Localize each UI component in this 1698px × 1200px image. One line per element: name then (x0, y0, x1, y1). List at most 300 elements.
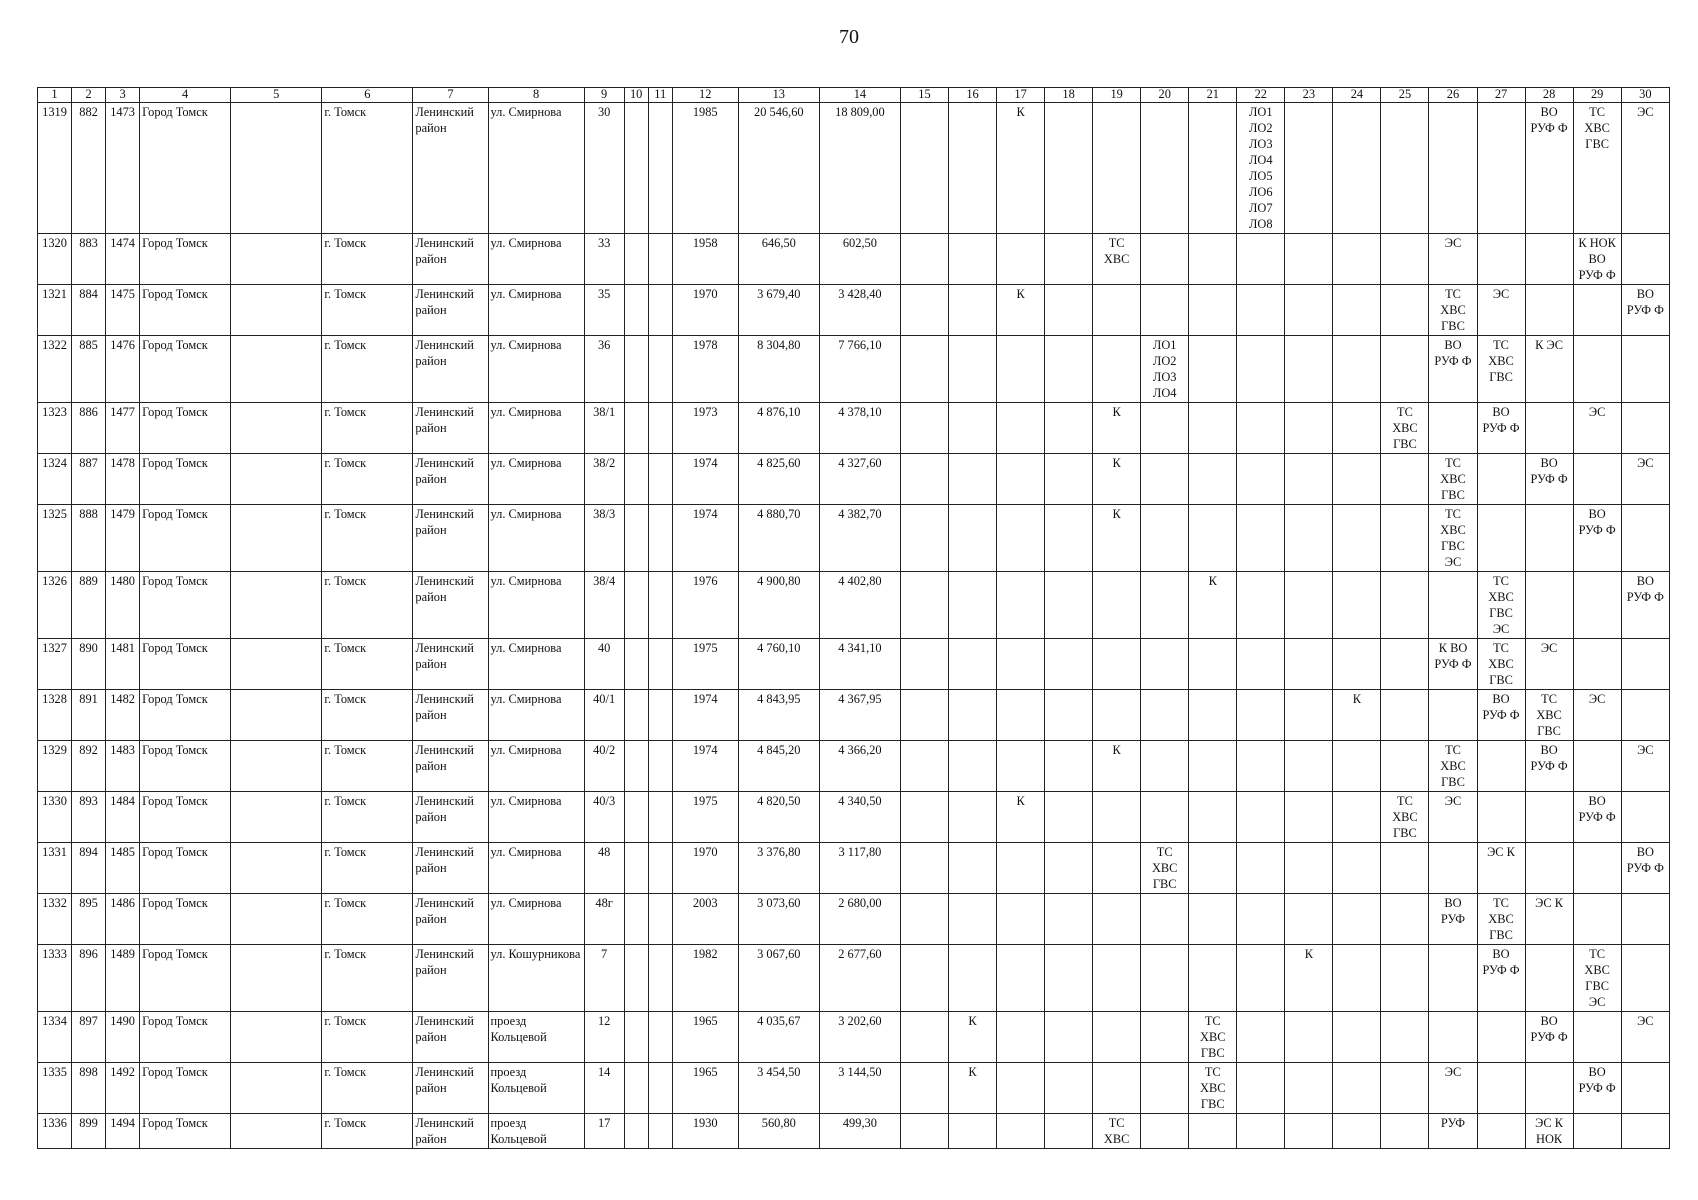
cell-col-30: ВО РУФ Ф (1621, 572, 1669, 639)
cell-col-25 (1381, 1114, 1429, 1149)
cell-col-28 (1525, 792, 1573, 843)
cell-col-19: К (1093, 505, 1141, 572)
cell-col-29 (1573, 1012, 1621, 1063)
cell-col-20 (1141, 741, 1189, 792)
cell-col-17: К (997, 103, 1045, 234)
cell-col-19: К (1093, 454, 1141, 505)
cell-col-30: ЭС (1621, 454, 1669, 505)
cell-col-28 (1525, 572, 1573, 639)
cell-col-20 (1141, 945, 1189, 1012)
cell-col-27: ТС ХВС ГВС ЭС (1477, 572, 1525, 639)
cell-col-21: ТС ХВС ГВС (1189, 1012, 1237, 1063)
cell-col-20 (1141, 894, 1189, 945)
cell-col-30 (1621, 336, 1669, 403)
cell-col-21 (1189, 403, 1237, 454)
cell-col-16 (949, 454, 997, 505)
cell-object-number: 1494 (106, 1114, 140, 1149)
cell-object-number: 1492 (106, 1063, 140, 1114)
cell-col-10 (624, 843, 648, 894)
cell-col-28: ВО РУФ Ф (1525, 454, 1573, 505)
cell-col-23 (1285, 336, 1333, 403)
cell-total-area: 646,50 (738, 234, 819, 285)
cell-year-built: 1970 (672, 843, 738, 894)
cell-district: Ленинский район (413, 234, 488, 285)
cell-living-area: 3 202,60 (819, 1012, 900, 1063)
cell-col-15 (900, 1012, 948, 1063)
cell-col-30 (1621, 234, 1669, 285)
table-row (38, 1063, 1670, 1114)
cell-living-area: 18 809,00 (819, 103, 900, 234)
cell-col-18 (1045, 403, 1093, 454)
cell-col-27 (1477, 792, 1525, 843)
cell-reg-number: 1327 (38, 639, 72, 690)
cell-municipality: Город Томск (140, 894, 231, 945)
cell-col-29: ЭС (1573, 690, 1621, 741)
cell-col-26: ВО РУФ (1429, 894, 1477, 945)
cell-col-24 (1333, 285, 1381, 336)
cell-col-16 (949, 572, 997, 639)
cell-year-built: 1974 (672, 690, 738, 741)
column-header-1: 1 (38, 88, 72, 103)
cell-col-22 (1237, 741, 1285, 792)
cell-col-25 (1381, 103, 1429, 234)
cell-house-number: 12 (584, 1012, 624, 1063)
cell-col-11 (648, 285, 672, 336)
cell-total-area: 4 760,10 (738, 639, 819, 690)
column-header-22: 22 (1237, 88, 1285, 103)
cell-living-area: 4 378,10 (819, 403, 900, 454)
cell-col-24 (1333, 639, 1381, 690)
column-header-6: 6 (322, 88, 413, 103)
cell-col-18 (1045, 454, 1093, 505)
cell-total-area: 3 376,80 (738, 843, 819, 894)
cell-year-built: 1930 (672, 1114, 738, 1149)
cell-col-19: ТС ХВС (1093, 1114, 1141, 1149)
cell-house-number: 40/1 (584, 690, 624, 741)
cell-col-16: К (949, 1063, 997, 1114)
cell-col-17 (997, 505, 1045, 572)
cell-living-area: 4 340,50 (819, 792, 900, 843)
column-header-30: 30 (1621, 88, 1669, 103)
cell-col-18 (1045, 894, 1093, 945)
cell-col-27: ВО РУФ Ф (1477, 690, 1525, 741)
cell-col-10 (624, 639, 648, 690)
cell-col-18 (1045, 741, 1093, 792)
cell-col-30 (1621, 792, 1669, 843)
cell-col-5 (231, 945, 322, 1012)
cell-seq-number: 884 (72, 285, 106, 336)
cell-district: Ленинский район (413, 103, 488, 234)
cell-col-23 (1285, 505, 1333, 572)
cell-col-25 (1381, 894, 1429, 945)
cell-col-29 (1573, 336, 1621, 403)
column-header-24: 24 (1333, 88, 1381, 103)
cell-municipality: Город Томск (140, 690, 231, 741)
cell-settlement: г. Томск (322, 843, 413, 894)
cell-col-25 (1381, 505, 1429, 572)
cell-col-11 (648, 1063, 672, 1114)
cell-col-21 (1189, 1114, 1237, 1149)
cell-total-area: 3 073,60 (738, 894, 819, 945)
cell-col-30: ЭС (1621, 1012, 1669, 1063)
cell-living-area: 4 366,20 (819, 741, 900, 792)
cell-col-17 (997, 741, 1045, 792)
cell-district: Ленинский район (413, 894, 488, 945)
cell-living-area: 4 341,10 (819, 639, 900, 690)
cell-district: Ленинский район (413, 403, 488, 454)
cell-col-26: ЭС (1429, 792, 1477, 843)
cell-total-area: 4 825,60 (738, 454, 819, 505)
cell-settlement: г. Томск (322, 505, 413, 572)
cell-col-25 (1381, 336, 1429, 403)
cell-col-21 (1189, 945, 1237, 1012)
cell-col-24 (1333, 792, 1381, 843)
cell-col-30 (1621, 1114, 1669, 1149)
cell-col-22 (1237, 572, 1285, 639)
column-header-26: 26 (1429, 88, 1477, 103)
column-header-2: 2 (72, 88, 106, 103)
cell-col-16 (949, 505, 997, 572)
cell-seq-number: 886 (72, 403, 106, 454)
cell-col-29 (1573, 1114, 1621, 1149)
table-row (38, 639, 1670, 690)
cell-total-area: 4 876,10 (738, 403, 819, 454)
cell-year-built: 1974 (672, 505, 738, 572)
cell-col-22 (1237, 792, 1285, 843)
cell-col-15 (900, 403, 948, 454)
cell-col-18 (1045, 572, 1093, 639)
cell-col-5 (231, 843, 322, 894)
cell-district: Ленинский район (413, 1114, 488, 1149)
cell-col-26 (1429, 1012, 1477, 1063)
cell-col-19 (1093, 792, 1141, 843)
column-header-14: 14 (819, 88, 900, 103)
cell-col-11 (648, 792, 672, 843)
cell-street: ул. Смирнова (488, 639, 584, 690)
cell-district: Ленинский район (413, 792, 488, 843)
cell-col-17: К (997, 285, 1045, 336)
cell-district: Ленинский район (413, 1063, 488, 1114)
cell-col-5 (231, 234, 322, 285)
cell-object-number: 1476 (106, 336, 140, 403)
cell-total-area: 3 679,40 (738, 285, 819, 336)
cell-col-15 (900, 234, 948, 285)
cell-total-area: 4 035,67 (738, 1012, 819, 1063)
cell-street: ул. Смирнова (488, 572, 584, 639)
cell-district: Ленинский район (413, 454, 488, 505)
cell-col-25 (1381, 1063, 1429, 1114)
cell-col-15 (900, 945, 948, 1012)
cell-col-11 (648, 945, 672, 1012)
cell-reg-number: 1326 (38, 572, 72, 639)
cell-col-5 (231, 639, 322, 690)
cell-col-24 (1333, 1063, 1381, 1114)
cell-col-30 (1621, 690, 1669, 741)
cell-col-29: К НОК ВО РУФ Ф (1573, 234, 1621, 285)
cell-col-30: ВО РУФ Ф (1621, 285, 1669, 336)
column-header-4: 4 (140, 88, 231, 103)
cell-year-built: 1973 (672, 403, 738, 454)
cell-col-26: ТС ХВС ГВС (1429, 285, 1477, 336)
cell-reg-number: 1319 (38, 103, 72, 234)
cell-col-24 (1333, 894, 1381, 945)
cell-house-number: 38/1 (584, 403, 624, 454)
cell-object-number: 1484 (106, 792, 140, 843)
cell-col-17 (997, 894, 1045, 945)
cell-col-11 (648, 1012, 672, 1063)
cell-col-20 (1141, 1063, 1189, 1114)
cell-col-17 (997, 843, 1045, 894)
cell-col-26 (1429, 690, 1477, 741)
cell-settlement: г. Томск (322, 336, 413, 403)
cell-col-20 (1141, 234, 1189, 285)
column-header-7: 7 (413, 88, 488, 103)
cell-street: ул. Смирнова (488, 234, 584, 285)
cell-reg-number: 1322 (38, 336, 72, 403)
cell-col-16 (949, 945, 997, 1012)
cell-col-22 (1237, 639, 1285, 690)
column-header-28: 28 (1525, 88, 1573, 103)
cell-living-area: 602,50 (819, 234, 900, 285)
cell-district: Ленинский район (413, 336, 488, 403)
cell-col-10 (624, 894, 648, 945)
cell-col-15 (900, 285, 948, 336)
cell-col-29: ЭС (1573, 403, 1621, 454)
cell-col-19 (1093, 285, 1141, 336)
cell-col-17 (997, 639, 1045, 690)
cell-col-19 (1093, 894, 1141, 945)
cell-col-22 (1237, 1114, 1285, 1149)
cell-col-26: РУФ (1429, 1114, 1477, 1149)
cell-street: ул. Смирнова (488, 741, 584, 792)
cell-col-10 (624, 572, 648, 639)
table-row (38, 843, 1670, 894)
cell-street: проезд Кольцевой (488, 1063, 584, 1114)
cell-object-number: 1483 (106, 741, 140, 792)
cell-col-17 (997, 403, 1045, 454)
cell-col-25 (1381, 690, 1429, 741)
cell-col-21 (1189, 792, 1237, 843)
cell-living-area: 7 766,10 (819, 336, 900, 403)
cell-col-25 (1381, 945, 1429, 1012)
cell-col-24 (1333, 1012, 1381, 1063)
cell-col-23 (1285, 1012, 1333, 1063)
cell-col-17 (997, 336, 1045, 403)
cell-object-number: 1475 (106, 285, 140, 336)
cell-col-26 (1429, 103, 1477, 234)
cell-col-29 (1573, 894, 1621, 945)
cell-col-26: ЭС (1429, 1063, 1477, 1114)
cell-col-28 (1525, 945, 1573, 1012)
cell-col-23 (1285, 403, 1333, 454)
column-header-19: 19 (1093, 88, 1141, 103)
cell-object-number: 1490 (106, 1012, 140, 1063)
cell-col-16 (949, 403, 997, 454)
cell-col-10 (624, 1012, 648, 1063)
cell-living-area: 3 428,40 (819, 285, 900, 336)
table-row (38, 690, 1670, 741)
cell-col-20 (1141, 454, 1189, 505)
cell-municipality: Город Томск (140, 639, 231, 690)
cell-object-number: 1481 (106, 639, 140, 690)
cell-col-26 (1429, 572, 1477, 639)
cell-col-15 (900, 454, 948, 505)
cell-col-20 (1141, 1114, 1189, 1149)
cell-col-19 (1093, 843, 1141, 894)
cell-col-5 (231, 894, 322, 945)
cell-col-29 (1573, 741, 1621, 792)
cell-living-area: 499,30 (819, 1114, 900, 1149)
cell-col-18 (1045, 103, 1093, 234)
cell-col-21 (1189, 454, 1237, 505)
cell-settlement: г. Томск (322, 454, 413, 505)
cell-reg-number: 1329 (38, 741, 72, 792)
cell-municipality: Город Томск (140, 792, 231, 843)
column-header-23: 23 (1285, 88, 1333, 103)
cell-col-28: ЭС К НОК (1525, 1114, 1573, 1149)
cell-seq-number: 883 (72, 234, 106, 285)
cell-col-22 (1237, 234, 1285, 285)
cell-col-16 (949, 336, 997, 403)
column-header-13: 13 (738, 88, 819, 103)
cell-col-19 (1093, 1012, 1141, 1063)
cell-col-10 (624, 103, 648, 234)
cell-col-11 (648, 741, 672, 792)
cell-col-28: К ЭС (1525, 336, 1573, 403)
cell-col-17 (997, 945, 1045, 1012)
cell-col-27: ТС ХВС ГВС (1477, 336, 1525, 403)
cell-object-number: 1482 (106, 690, 140, 741)
cell-col-10 (624, 336, 648, 403)
cell-total-area: 4 820,50 (738, 792, 819, 843)
column-header-18: 18 (1045, 88, 1093, 103)
cell-seq-number: 895 (72, 894, 106, 945)
column-header-29: 29 (1573, 88, 1621, 103)
cell-year-built: 1970 (672, 285, 738, 336)
cell-col-5 (231, 572, 322, 639)
cell-col-30 (1621, 639, 1669, 690)
cell-total-area: 4 900,80 (738, 572, 819, 639)
cell-district: Ленинский район (413, 1012, 488, 1063)
column-header-27: 27 (1477, 88, 1525, 103)
cell-col-24 (1333, 403, 1381, 454)
cell-col-18 (1045, 690, 1093, 741)
cell-col-5 (231, 1063, 322, 1114)
cell-living-area: 3 144,50 (819, 1063, 900, 1114)
cell-col-19: К (1093, 741, 1141, 792)
cell-col-15 (900, 741, 948, 792)
cell-reg-number: 1321 (38, 285, 72, 336)
cell-object-number: 1478 (106, 454, 140, 505)
cell-col-23 (1285, 234, 1333, 285)
cell-col-15 (900, 843, 948, 894)
cell-col-25 (1381, 285, 1429, 336)
cell-year-built: 1974 (672, 454, 738, 505)
cell-col-21 (1189, 103, 1237, 234)
cell-total-area: 3 454,50 (738, 1063, 819, 1114)
cell-col-22 (1237, 945, 1285, 1012)
cell-col-15 (900, 572, 948, 639)
cell-total-area: 8 304,80 (738, 336, 819, 403)
cell-col-29 (1573, 639, 1621, 690)
cell-reg-number: 1331 (38, 843, 72, 894)
cell-col-18 (1045, 285, 1093, 336)
cell-settlement: г. Томск (322, 639, 413, 690)
cell-col-23 (1285, 741, 1333, 792)
cell-object-number: 1486 (106, 894, 140, 945)
cell-col-18 (1045, 336, 1093, 403)
cell-object-number: 1480 (106, 572, 140, 639)
cell-col-10 (624, 234, 648, 285)
cell-col-19 (1093, 336, 1141, 403)
cell-col-5 (231, 505, 322, 572)
cell-col-20 (1141, 690, 1189, 741)
cell-object-number: 1474 (106, 234, 140, 285)
cell-col-27 (1477, 454, 1525, 505)
cell-street: ул. Смирнова (488, 285, 584, 336)
cell-seq-number: 887 (72, 454, 106, 505)
cell-col-25 (1381, 234, 1429, 285)
cell-municipality: Город Томск (140, 1012, 231, 1063)
cell-house-number: 40/3 (584, 792, 624, 843)
cell-col-27: ЭС (1477, 285, 1525, 336)
cell-col-17 (997, 1114, 1045, 1149)
column-header-9: 9 (584, 88, 624, 103)
cell-col-10 (624, 690, 648, 741)
cell-col-15 (900, 894, 948, 945)
cell-col-27 (1477, 505, 1525, 572)
cell-seq-number: 897 (72, 1012, 106, 1063)
cell-col-25: ТС ХВС ГВС (1381, 792, 1429, 843)
cell-col-11 (648, 403, 672, 454)
cell-reg-number: 1323 (38, 403, 72, 454)
cell-col-11 (648, 336, 672, 403)
cell-district: Ленинский район (413, 741, 488, 792)
page-number: 70 (839, 26, 859, 48)
cell-seq-number: 885 (72, 336, 106, 403)
cell-col-27 (1477, 234, 1525, 285)
cell-year-built: 1965 (672, 1012, 738, 1063)
table-row (38, 285, 1670, 336)
cell-col-22 (1237, 690, 1285, 741)
cell-col-24 (1333, 336, 1381, 403)
cell-settlement: г. Томск (322, 894, 413, 945)
cell-col-23 (1285, 103, 1333, 234)
table-row (38, 792, 1670, 843)
cell-municipality: Город Томск (140, 945, 231, 1012)
cell-col-25 (1381, 572, 1429, 639)
cell-col-22 (1237, 505, 1285, 572)
cell-seq-number: 892 (72, 741, 106, 792)
cell-col-16 (949, 1114, 997, 1149)
cell-col-30 (1621, 894, 1669, 945)
cell-col-27: ВО РУФ Ф (1477, 403, 1525, 454)
column-header-16: 16 (949, 88, 997, 103)
cell-col-18 (1045, 1114, 1093, 1149)
cell-col-26: К ВО РУФ Ф (1429, 639, 1477, 690)
cell-col-20 (1141, 505, 1189, 572)
column-header-8: 8 (488, 88, 584, 103)
cell-col-25 (1381, 454, 1429, 505)
cell-col-28 (1525, 505, 1573, 572)
cell-house-number: 14 (584, 1063, 624, 1114)
cell-street: ул. Кошурникова (488, 945, 584, 1012)
cell-col-21 (1189, 690, 1237, 741)
cell-col-16: К (949, 1012, 997, 1063)
cell-settlement: г. Томск (322, 234, 413, 285)
cell-col-30: ВО РУФ Ф (1621, 843, 1669, 894)
cell-settlement: г. Томск (322, 945, 413, 1012)
